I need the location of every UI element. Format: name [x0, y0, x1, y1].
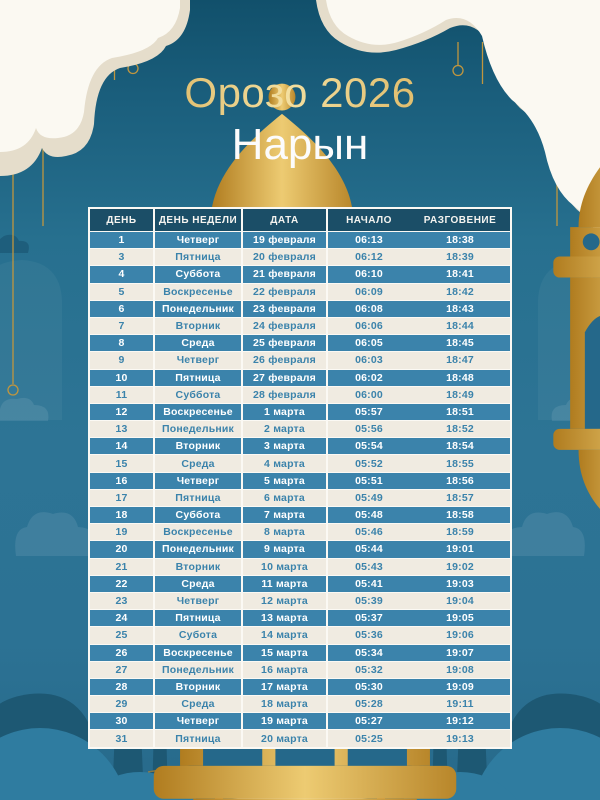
poster-subtitle: Нарын	[231, 120, 369, 170]
table-cell: 11 марта	[243, 576, 328, 592]
table-cell: Среда	[155, 455, 243, 471]
table-cell: Субота	[155, 627, 243, 643]
table-cell: 20 февраля	[243, 249, 328, 265]
table-cell: 12	[90, 404, 155, 420]
table-cell: Вторник	[155, 438, 243, 454]
table-cell: Суббота	[155, 507, 243, 523]
table-row	[90, 420, 510, 437]
table-cell: 06:00	[355, 388, 383, 401]
table-cell: 05:27	[355, 715, 383, 728]
table-cell: 06:10	[355, 268, 383, 281]
table-cell: 18:55	[446, 457, 474, 470]
table-cell: 06:03	[355, 354, 383, 367]
table-cell: 06:08	[355, 302, 383, 315]
table-cell: 16 марта	[243, 662, 328, 678]
table-cell: 05:39	[355, 595, 383, 608]
table-cell: Суббота	[155, 387, 243, 403]
table-cell: 18:44	[446, 320, 474, 333]
table-cell: 05:32	[355, 663, 383, 676]
table-cell: 5	[90, 284, 155, 300]
table-cell: Пятница	[155, 370, 243, 386]
table-cell: 05:30	[355, 680, 383, 693]
table-cell: Понедельник	[155, 662, 243, 678]
table-cell: 28 февраля	[243, 387, 328, 403]
table-cell: Четверг	[155, 352, 243, 368]
table-cell: 27	[90, 662, 155, 678]
faint-cloud-left	[0, 398, 99, 556]
table-cell: 29	[90, 696, 155, 712]
table-cell: 19:05	[446, 612, 474, 625]
table-cell: 19:12	[446, 715, 474, 728]
table-cell: 06:12	[355, 251, 383, 264]
table-cell: 05:43	[355, 560, 383, 573]
table-cell: 05:49	[355, 491, 383, 504]
table-cell: 18:43	[446, 302, 474, 315]
table-cell: 05:57	[355, 405, 383, 418]
table-cell: Воскресенье	[155, 404, 243, 420]
column-header: РАЗГОВЕНИЕ	[423, 214, 497, 226]
table-cell: 24 февраля	[243, 318, 328, 334]
table-cell: 1	[90, 232, 155, 248]
table-cell: Понедельник	[155, 421, 243, 437]
table-cell: 19:04	[446, 595, 474, 608]
table-cell: 24	[90, 610, 155, 626]
table-row	[90, 609, 510, 626]
table-cell: 18:39	[446, 251, 474, 264]
table-cell: Пятница	[155, 610, 243, 626]
table-cell: 05:56	[355, 423, 383, 436]
table-cell: 19 марта	[243, 713, 328, 729]
table-cell: Понедельник	[155, 541, 243, 557]
dark-cloud-left	[0, 235, 29, 253]
table-cell: 19:13	[446, 732, 474, 745]
table-cell: 05:52	[355, 457, 383, 470]
table-cell: 18 марта	[243, 696, 328, 712]
table-cell: 15 марта	[243, 645, 328, 661]
table-cell: 27 февраля	[243, 370, 328, 386]
table-cell: 15	[90, 455, 155, 471]
table-row	[90, 317, 510, 334]
table-cell: Пятница	[155, 730, 243, 746]
table-cell: Четверг	[155, 593, 243, 609]
column-header: ДАТА	[243, 209, 328, 231]
table-cell: 18:54	[446, 440, 474, 453]
table-cell: 6 марта	[243, 490, 328, 506]
table-row	[90, 540, 510, 557]
table-cell: 31	[90, 730, 155, 746]
table-row	[90, 575, 510, 592]
table-cell: 05:37	[355, 612, 383, 625]
table-row	[90, 644, 510, 661]
table-cell: 22	[90, 576, 155, 592]
table-cell: 05:28	[355, 698, 383, 711]
table-cell: 19:01	[446, 543, 474, 556]
table-cell: 7	[90, 318, 155, 334]
table-row	[90, 369, 510, 386]
table-cell: 05:46	[355, 526, 383, 539]
table-cell: 22 февраля	[243, 284, 328, 300]
table-row	[90, 248, 510, 265]
table-cell: 18:41	[446, 268, 474, 281]
table-cell: Суббота	[155, 266, 243, 282]
table-cell: 8 марта	[243, 524, 328, 540]
table-cell: 25	[90, 627, 155, 643]
table-cell: 23 февраля	[243, 301, 328, 317]
table-cell: 18:51	[446, 405, 474, 418]
table-cell: 18:38	[446, 234, 474, 247]
table-cell: Вторник	[155, 679, 243, 695]
table-cell: 8	[90, 335, 155, 351]
table-cell: 19:03	[446, 577, 474, 590]
table-cell: 10	[90, 370, 155, 386]
table-row	[90, 472, 510, 489]
table-cell: 18:58	[446, 509, 474, 522]
table-cell: 17	[90, 490, 155, 506]
table-cell: Воскресенье	[155, 524, 243, 540]
table-row	[90, 283, 510, 300]
table-cell: 19 февраля	[243, 232, 328, 248]
table-row	[90, 712, 510, 729]
table-cell: 05:25	[355, 732, 383, 745]
table-cell: 21 февраля	[243, 266, 328, 282]
table-cell: 23	[90, 593, 155, 609]
table-cell: 13	[90, 421, 155, 437]
table-cell: 05:54	[355, 440, 383, 453]
table-cell: 3	[90, 249, 155, 265]
table-cell: 19:02	[446, 560, 474, 573]
table-cell: 18:45	[446, 337, 474, 350]
table-cell: 17 марта	[243, 679, 328, 695]
table-cell: 9 марта	[243, 541, 328, 557]
table-cell: 14 марта	[243, 627, 328, 643]
table-cell: Пятница	[155, 249, 243, 265]
table-body	[90, 231, 510, 747]
fasting-timetable	[88, 207, 512, 749]
table-cell: Понедельник	[155, 301, 243, 317]
table-cell: 06:02	[355, 371, 383, 384]
table-cell: 6	[90, 301, 155, 317]
table-cell: 3 марта	[243, 438, 328, 454]
table-cell: 19:11	[446, 698, 474, 711]
table-cell: 19:08	[446, 663, 474, 676]
table-cell: 19:07	[446, 646, 474, 659]
table-cell: Среда	[155, 335, 243, 351]
table-cell: 18:49	[446, 388, 474, 401]
title-block	[0, 70, 600, 169]
table-row	[90, 454, 510, 471]
table-cell: Среда	[155, 696, 243, 712]
table-cell: 18:57	[446, 491, 474, 504]
table-cell: 12 марта	[243, 593, 328, 609]
column-header: ДЕНЬ НЕДЕЛИ	[155, 209, 243, 231]
table-cell: 18:42	[446, 285, 474, 298]
table-cell: 1 марта	[243, 404, 328, 420]
table-row	[90, 403, 510, 420]
table-cell: 16	[90, 473, 155, 489]
table-row	[90, 265, 510, 282]
table-cell: 05:44	[355, 543, 383, 556]
table-cell: 06:13	[355, 234, 383, 247]
table-cell: 13 марта	[243, 610, 328, 626]
table-cell: 20	[90, 541, 155, 557]
table-cell: 19	[90, 524, 155, 540]
table-cell: 19:06	[446, 629, 474, 642]
table-cell: 30	[90, 713, 155, 729]
table-cell: 18:59	[446, 526, 474, 539]
poster-title: Орозо 2026	[0, 70, 600, 115]
table-cell: 25 февраля	[243, 335, 328, 351]
table-cell: 4 марта	[243, 455, 328, 471]
table-cell: 05:51	[355, 474, 383, 487]
table-cell: Четверг	[155, 713, 243, 729]
table-cell: 06:06	[355, 320, 383, 333]
table-row	[90, 678, 510, 695]
table-cell: 9	[90, 352, 155, 368]
table-row	[90, 351, 510, 368]
table-cell: 21	[90, 559, 155, 575]
table-cell: Воскресенье	[155, 284, 243, 300]
table-cell: 18	[90, 507, 155, 523]
table-row	[90, 506, 510, 523]
table-cell: 26	[90, 645, 155, 661]
table-row	[90, 334, 510, 351]
table-cell: 05:41	[355, 577, 383, 590]
table-cell: 18:48	[446, 371, 474, 384]
table-row	[90, 300, 510, 317]
table-row	[90, 729, 510, 746]
table-row	[90, 489, 510, 506]
table-cell: 19:09	[446, 680, 474, 693]
table-cell: 18:52	[446, 423, 474, 436]
column-header: ДЕНЬ	[90, 209, 155, 231]
table-row	[90, 558, 510, 575]
table-cell: 18:56	[446, 474, 474, 487]
table-row	[90, 695, 510, 712]
table-row	[90, 592, 510, 609]
table-cell: 10 марта	[243, 559, 328, 575]
table-cell: 4	[90, 266, 155, 282]
table-cell: 2 марта	[243, 421, 328, 437]
table-cell: 06:05	[355, 337, 383, 350]
table-cell: Четверг	[155, 232, 243, 248]
column-header: НАЧАЛО	[346, 214, 392, 226]
table-cell: 18:47	[446, 354, 474, 367]
table-row	[90, 231, 510, 248]
table-cell: 20 марта	[243, 730, 328, 746]
table-cell: 05:34	[355, 646, 383, 659]
table-cell: 05:36	[355, 629, 383, 642]
table-row	[90, 437, 510, 454]
table-cell: Четверг	[155, 473, 243, 489]
table-cell: 06:09	[355, 285, 383, 298]
table-cell: Пятница	[155, 490, 243, 506]
table-cell: 05:48	[355, 509, 383, 522]
table-cell: 14	[90, 438, 155, 454]
table-cell: Среда	[155, 576, 243, 592]
table-cell: 11	[90, 387, 155, 403]
table-cell: 7 марта	[243, 507, 328, 523]
table-row	[90, 626, 510, 643]
table-cell: 5 марта	[243, 473, 328, 489]
table-row	[90, 661, 510, 678]
table-header-row	[90, 209, 510, 231]
table-cell: 26 февраля	[243, 352, 328, 368]
table-cell: Вторник	[155, 318, 243, 334]
table-cell: Воскресенье	[155, 645, 243, 661]
table-cell: 28	[90, 679, 155, 695]
table-cell: Вторник	[155, 559, 243, 575]
table-row	[90, 386, 510, 403]
table-row	[90, 523, 510, 540]
